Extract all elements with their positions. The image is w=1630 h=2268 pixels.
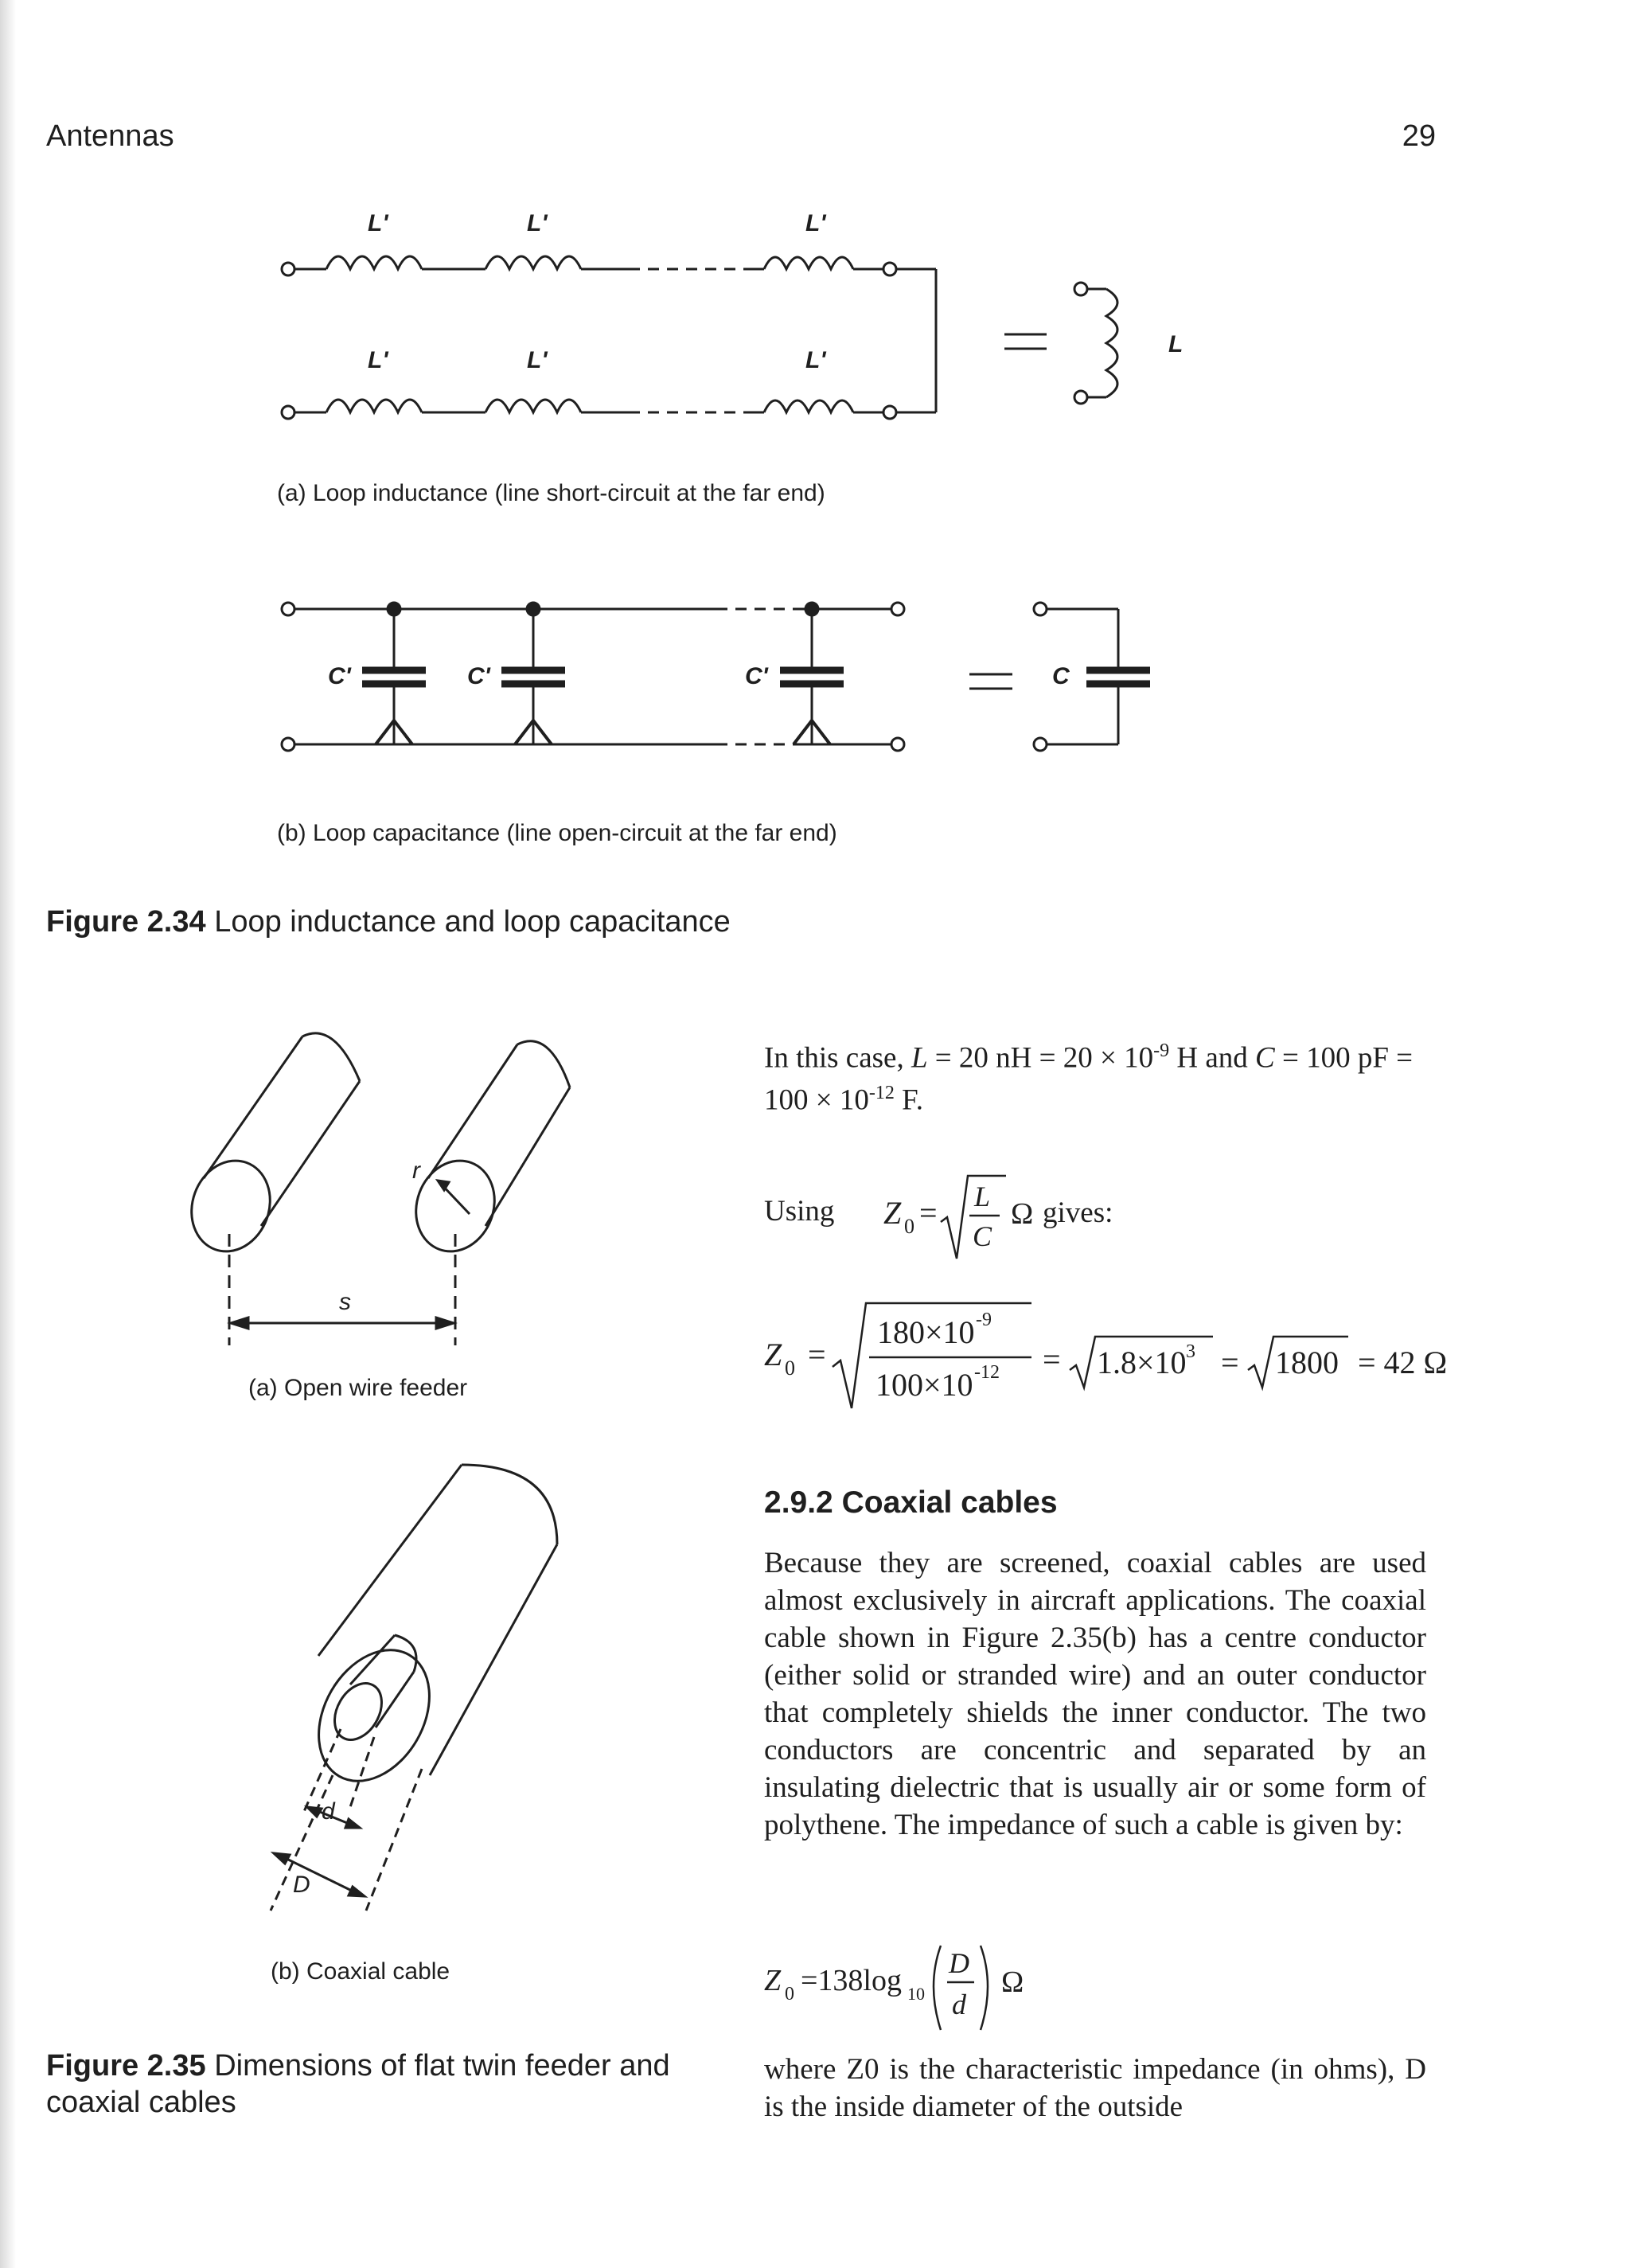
svg-text:-9: -9 <box>976 1310 992 1330</box>
svg-text:Ω: Ω <box>1011 1197 1034 1231</box>
svg-text:gives:: gives: <box>1043 1196 1113 1229</box>
lumped-capacitor-label: C <box>1052 663 1070 689</box>
equation-characteristic-impedance <box>764 1166 1178 1278</box>
inner-diameter-label: d <box>322 1798 335 1825</box>
svg-text:3: 3 <box>1186 1341 1195 1362</box>
radius-label: r <box>412 1157 420 1184</box>
inductor-label: L' <box>527 210 548 236</box>
capacitor-label: C' <box>328 663 351 689</box>
paragraph-coaxial-description: Because they are screened, coaxial cables are used almost exclusively in aircraft applications. The coaxial cable shown in Figure 2.35(b) has a centre conductor (either solid or stranded wire) and an outer conductor that completely shields the inner conductor. The two conductors are concentric and separated by an insulating dielectric that is usually air or some form of polythene. The impedance of such a cable is given by: <box>764 1547 1426 1841</box>
svg-text:Z: Z <box>764 1337 782 1372</box>
svg-text:=: = <box>919 1195 938 1231</box>
svg-text:1800: 1800 <box>1275 1345 1339 1380</box>
figure-2-34-caption <box>46 904 762 940</box>
caption-text: Loop inductance and loop capacitance <box>214 905 731 939</box>
paragraph-where-definitions: where Z0 is the characteristic impedance (in ohms), D is the inside diameter of the outside <box>764 2053 1426 2123</box>
svg-text:C: C <box>973 1220 992 1252</box>
svg-text:180×10: 180×10 <box>877 1314 975 1350</box>
section-heading-coaxial-cables: 2.9.2 Coaxial cables <box>764 1485 1058 1520</box>
svg-text:=: = <box>1221 1345 1239 1380</box>
inductor-label: L' <box>368 347 388 373</box>
svg-text:-12: -12 <box>974 1362 1000 1383</box>
caption-text: Dimensions of flat twin feeder and coaxial cables <box>46 2049 670 2119</box>
open-wire-feeder-diagram <box>159 1011 573 1361</box>
page-number: 29 <box>1402 119 1436 153</box>
equation-impedance-calculation <box>764 1294 1464 1421</box>
svg-text:Z: Z <box>764 1964 782 1997</box>
svg-text:100×10: 100×10 <box>875 1367 973 1403</box>
figure-2-35a-subcaption: (a) Open wire feeder <box>248 1375 468 1401</box>
svg-text:D: D <box>949 1947 969 1979</box>
figure-2-34a-subcaption: (a) Loop inductance (line short-circuit at the far end) <box>277 480 825 506</box>
equation-coaxial-impedance <box>764 1934 1082 2046</box>
figure-2-35-caption <box>46 2047 715 2121</box>
inductor-label: L' <box>527 347 548 373</box>
loop-inductance-diagram <box>271 199 1194 438</box>
caption-number: Figure 2.34 <box>46 905 206 939</box>
coaxial-cable-diagram <box>255 1441 573 1911</box>
capacitor-label: C' <box>467 663 490 689</box>
inductor-label: L' <box>368 210 388 236</box>
svg-text:10: 10 <box>907 1984 925 2004</box>
using-word: Using <box>764 1195 835 1228</box>
page-edge-shadow <box>0 0 16 2268</box>
inductor-label: L' <box>805 210 826 236</box>
outer-diameter-label: D <box>293 1872 310 1898</box>
caption-number: Figure 2.35 <box>46 2049 206 2083</box>
capacitor-label: C' <box>745 663 768 689</box>
svg-text:=138log: =138log <box>801 1964 902 1997</box>
svg-text:0: 0 <box>904 1215 914 1238</box>
paragraph-values: In this case, L = 20 nH = $20 \times 10^{-9}$ H and C = 100 pF = $100 \times 10^{-12}$ F. <box>764 1040 1414 1117</box>
svg-text:0: 0 <box>785 1984 794 2005</box>
svg-text:=: = <box>1043 1341 1061 1377</box>
spacing-label: s <box>339 1289 351 1315</box>
svg-text:0: 0 <box>785 1357 795 1380</box>
svg-text:= 42 Ω: = 42 Ω <box>1358 1345 1448 1380</box>
loop-capacitance-diagram <box>271 585 1194 768</box>
svg-text:L: L <box>974 1181 991 1212</box>
svg-text:Z: Z <box>883 1195 902 1231</box>
lumped-inductor-label: L <box>1168 331 1184 357</box>
svg-text:=: = <box>808 1337 826 1372</box>
figure-2-34b-subcaption: (b) Loop capacitance (line open-circuit at the far end) <box>277 820 837 846</box>
inductor-label: L' <box>805 347 826 373</box>
figure-2-35b-subcaption: (b) Coaxial cable <box>271 1958 450 1985</box>
svg-text:1.8×10: 1.8×10 <box>1097 1345 1187 1380</box>
running-header: Antennas <box>46 119 174 153</box>
svg-text:d: d <box>952 1989 966 2020</box>
svg-text:Ω: Ω <box>1001 1965 1024 1999</box>
